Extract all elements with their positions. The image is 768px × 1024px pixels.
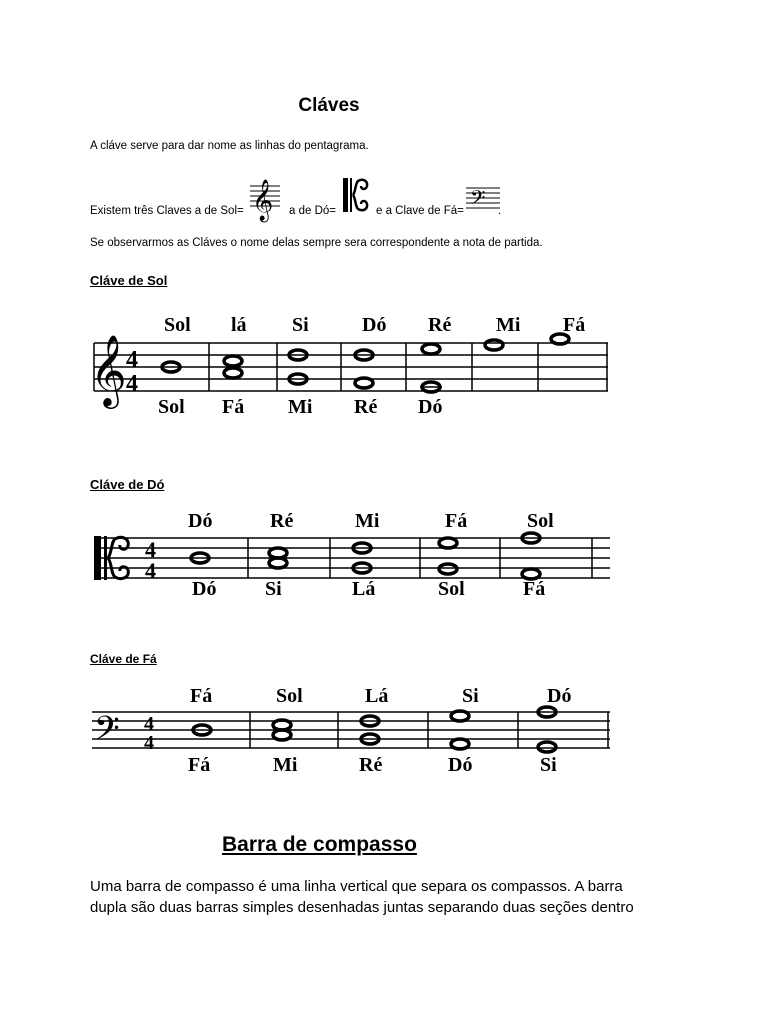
- svg-text:𝄢: 𝄢: [470, 186, 486, 214]
- note-head: [439, 564, 457, 574]
- do-top-label: Ré: [270, 510, 294, 532]
- sol-bottom-label: Fá: [222, 396, 245, 418]
- clefs-sentence-part4: .: [498, 205, 502, 217]
- sol-bottom-label: Ré: [354, 396, 378, 418]
- fa-top-label: Si: [462, 685, 479, 707]
- sol-top-label: Dó: [362, 314, 387, 336]
- note-head: [439, 538, 457, 548]
- note-head: [485, 340, 503, 350]
- sol-staff: [88, 325, 618, 405]
- sol-top-label: lá: [231, 314, 247, 336]
- note-head: [355, 378, 373, 388]
- page-title: Cláves: [298, 95, 360, 116]
- clefs-sentence-part2: a de Dó=: [289, 205, 336, 217]
- note-head: [451, 739, 469, 749]
- fa-staff: [90, 698, 620, 762]
- section-heading-barra: Barra de compasso: [222, 833, 417, 856]
- do-time-bottom: 4: [145, 558, 156, 583]
- sol-top-label: Si: [292, 314, 309, 336]
- section-heading-fa: Cláve de Fá: [90, 652, 157, 666]
- intro-text: A cláve serve para dar nome as linhas do pentagrama.: [90, 140, 369, 152]
- note-head: [269, 558, 287, 568]
- note-head: [451, 711, 469, 721]
- fa-bottom-label: Dó: [448, 754, 473, 776]
- do-top-label: Fá: [445, 510, 468, 532]
- clefs-sentence-part3: e a Clave de Fá=: [376, 205, 464, 217]
- do-top-label: Sol: [527, 510, 554, 532]
- fa-top-label: Fá: [190, 685, 213, 707]
- sol-top-label: Sol: [164, 314, 191, 336]
- barra-paragraph: [90, 876, 710, 918]
- treble-clef-icon: [90, 333, 127, 409]
- fa-bottom-label: Ré: [359, 754, 383, 776]
- sol-bottom-label: Mi: [288, 396, 313, 418]
- do-bottom-label: Sol: [438, 578, 465, 600]
- barra-line: Uma barra de compasso é uma linha vertical que separa os compassos. A barra: [90, 878, 623, 895]
- fa-bottom-label: Si: [540, 754, 557, 776]
- sol-time-top: 4: [126, 347, 138, 373]
- sol-top-label: Mi: [496, 314, 521, 336]
- do-top-label: Mi: [355, 510, 380, 532]
- do-time-top: 4: [145, 537, 156, 562]
- do-top-label: Dó: [188, 510, 213, 532]
- svg-text:𝄞: 𝄞: [90, 333, 127, 406]
- sol-time-bottom: 4: [126, 371, 138, 397]
- note-head: [224, 368, 242, 378]
- do-bottom-label: Dó: [192, 578, 217, 600]
- sol-bottom-label: Sol: [158, 396, 185, 418]
- sol-top-label: Fá: [563, 314, 586, 336]
- sol-bottom-label: Dó: [418, 396, 443, 418]
- fa-top-label: Lá: [365, 685, 389, 707]
- svg-text:𝄢: 𝄢: [94, 710, 120, 756]
- observe-text: Se observarmos as Cláves o nome delas sempre sera correspondente a nota de partida.: [90, 237, 543, 249]
- fa-time-bottom: 4: [144, 732, 154, 754]
- note-head: [538, 742, 556, 752]
- note-head: [273, 730, 291, 740]
- fa-bottom-label: Fá: [188, 754, 211, 776]
- do-bottom-label: Fá: [523, 578, 546, 600]
- bass-clef-icon: [94, 710, 120, 756]
- sol-top-label: Ré: [428, 314, 452, 336]
- fa-top-label: Sol: [276, 685, 303, 707]
- note-head: [422, 344, 440, 354]
- clefs-sentence-part1: Existem três Claves a de Sol=: [90, 205, 244, 217]
- do-bottom-label: Lá: [352, 578, 376, 600]
- note-head: [551, 334, 569, 344]
- fa-top-label: Dó: [547, 685, 572, 707]
- section-heading-do: Cláve de Dó: [90, 477, 165, 492]
- fa-bottom-label: Mi: [273, 754, 298, 776]
- section-heading-sol: Cláve de Sol: [90, 273, 168, 288]
- do-bottom-label: Si: [265, 578, 282, 600]
- note-head: [224, 356, 242, 366]
- alto-clef-icon: [94, 536, 107, 580]
- fa-time-top: 4: [144, 713, 154, 735]
- barra-line: dupla são duas barras simples desenhadas juntas separando duas seções dentro: [90, 899, 634, 916]
- svg-text:𝄞: 𝄞: [252, 180, 274, 221]
